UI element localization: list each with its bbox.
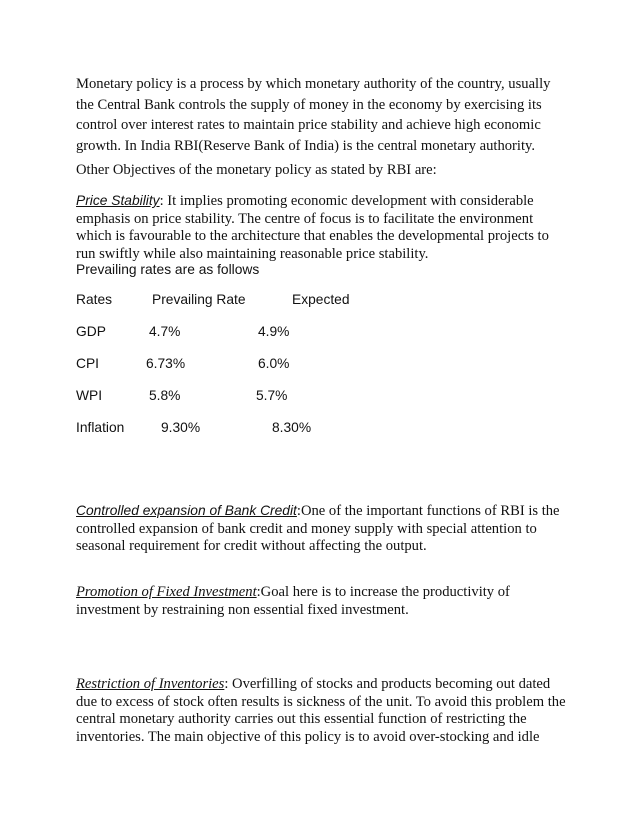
fixed-investment-heading: Promotion of Fixed Investment — [76, 584, 257, 600]
inventories-paragraph — [76, 676, 566, 746]
rate-name: GDP — [76, 324, 106, 339]
rate-name: Inflation — [76, 420, 125, 435]
rates-header-prevailing: Prevailing Rate — [152, 292, 246, 307]
bank-credit-paragraph — [76, 502, 566, 556]
rate-expected: 6.0% — [258, 356, 290, 371]
rate-expected: 5.7% — [256, 388, 288, 403]
price-stability-heading: Price Stability — [76, 193, 160, 208]
fixed-investment-paragraph — [76, 584, 566, 619]
price-stability-body: : It implies promoting economic development with considerable emphasis on price stability. The centre of focus is to facilitate the environment which is favourable to the architecture that enables the developmental projects to run swiftly while also maintaining reasonable price stability. — [76, 193, 549, 262]
bank-credit-body: :One of the important functions of RBI is the controlled expansion of bank credit and money supply with special attention to seasonal requirement for credit without affecting the output. — [76, 503, 560, 554]
rates-header-name: Rates — [76, 292, 113, 307]
intro-paragraph: Monetary policy is a process by which monetary authority of the country, usually the Central Bank controls the supply of money in the economy by exercising its control over interest rates to maintain price stability and achieve high economic growth. In India RBI(Reserve Bank of India) is the central monetary authority. — [76, 76, 551, 154]
rate-prevailing: 5.8% — [149, 388, 181, 403]
rate-name: CPI — [76, 356, 99, 371]
rate-expected: 8.30% — [272, 420, 312, 435]
rates-intro: Prevailing rates are as follows — [76, 262, 260, 277]
objectives-intro: Other Objectives of the monetary policy as stated by RBI are: — [76, 162, 437, 178]
bank-credit-heading: Controlled expansion of Bank Credit — [76, 503, 297, 518]
rates-header-expected: Expected — [292, 292, 350, 307]
rate-prevailing: 4.7% — [149, 324, 181, 339]
rate-name: WPI — [76, 388, 103, 403]
inventories-body: : Overfilling of stocks and products becoming out dated due to excess of stock often results is sickness of the unit. To avoid this problem the central monetary authority carries out this essential function of restricting the inventories. The main objective of this policy is to avoid over-stocking and idle — [76, 676, 566, 745]
rate-prevailing: 9.30% — [161, 420, 201, 435]
rate-prevailing: 6.73% — [146, 356, 186, 371]
rate-expected: 4.9% — [258, 324, 290, 339]
price-stability-paragraph — [76, 192, 566, 263]
fixed-investment-body: :Goal here is to increase the productivity of investment by restraining non essential fixed investment. — [76, 584, 510, 618]
inventories-heading: Restriction of Inventories — [76, 676, 225, 692]
